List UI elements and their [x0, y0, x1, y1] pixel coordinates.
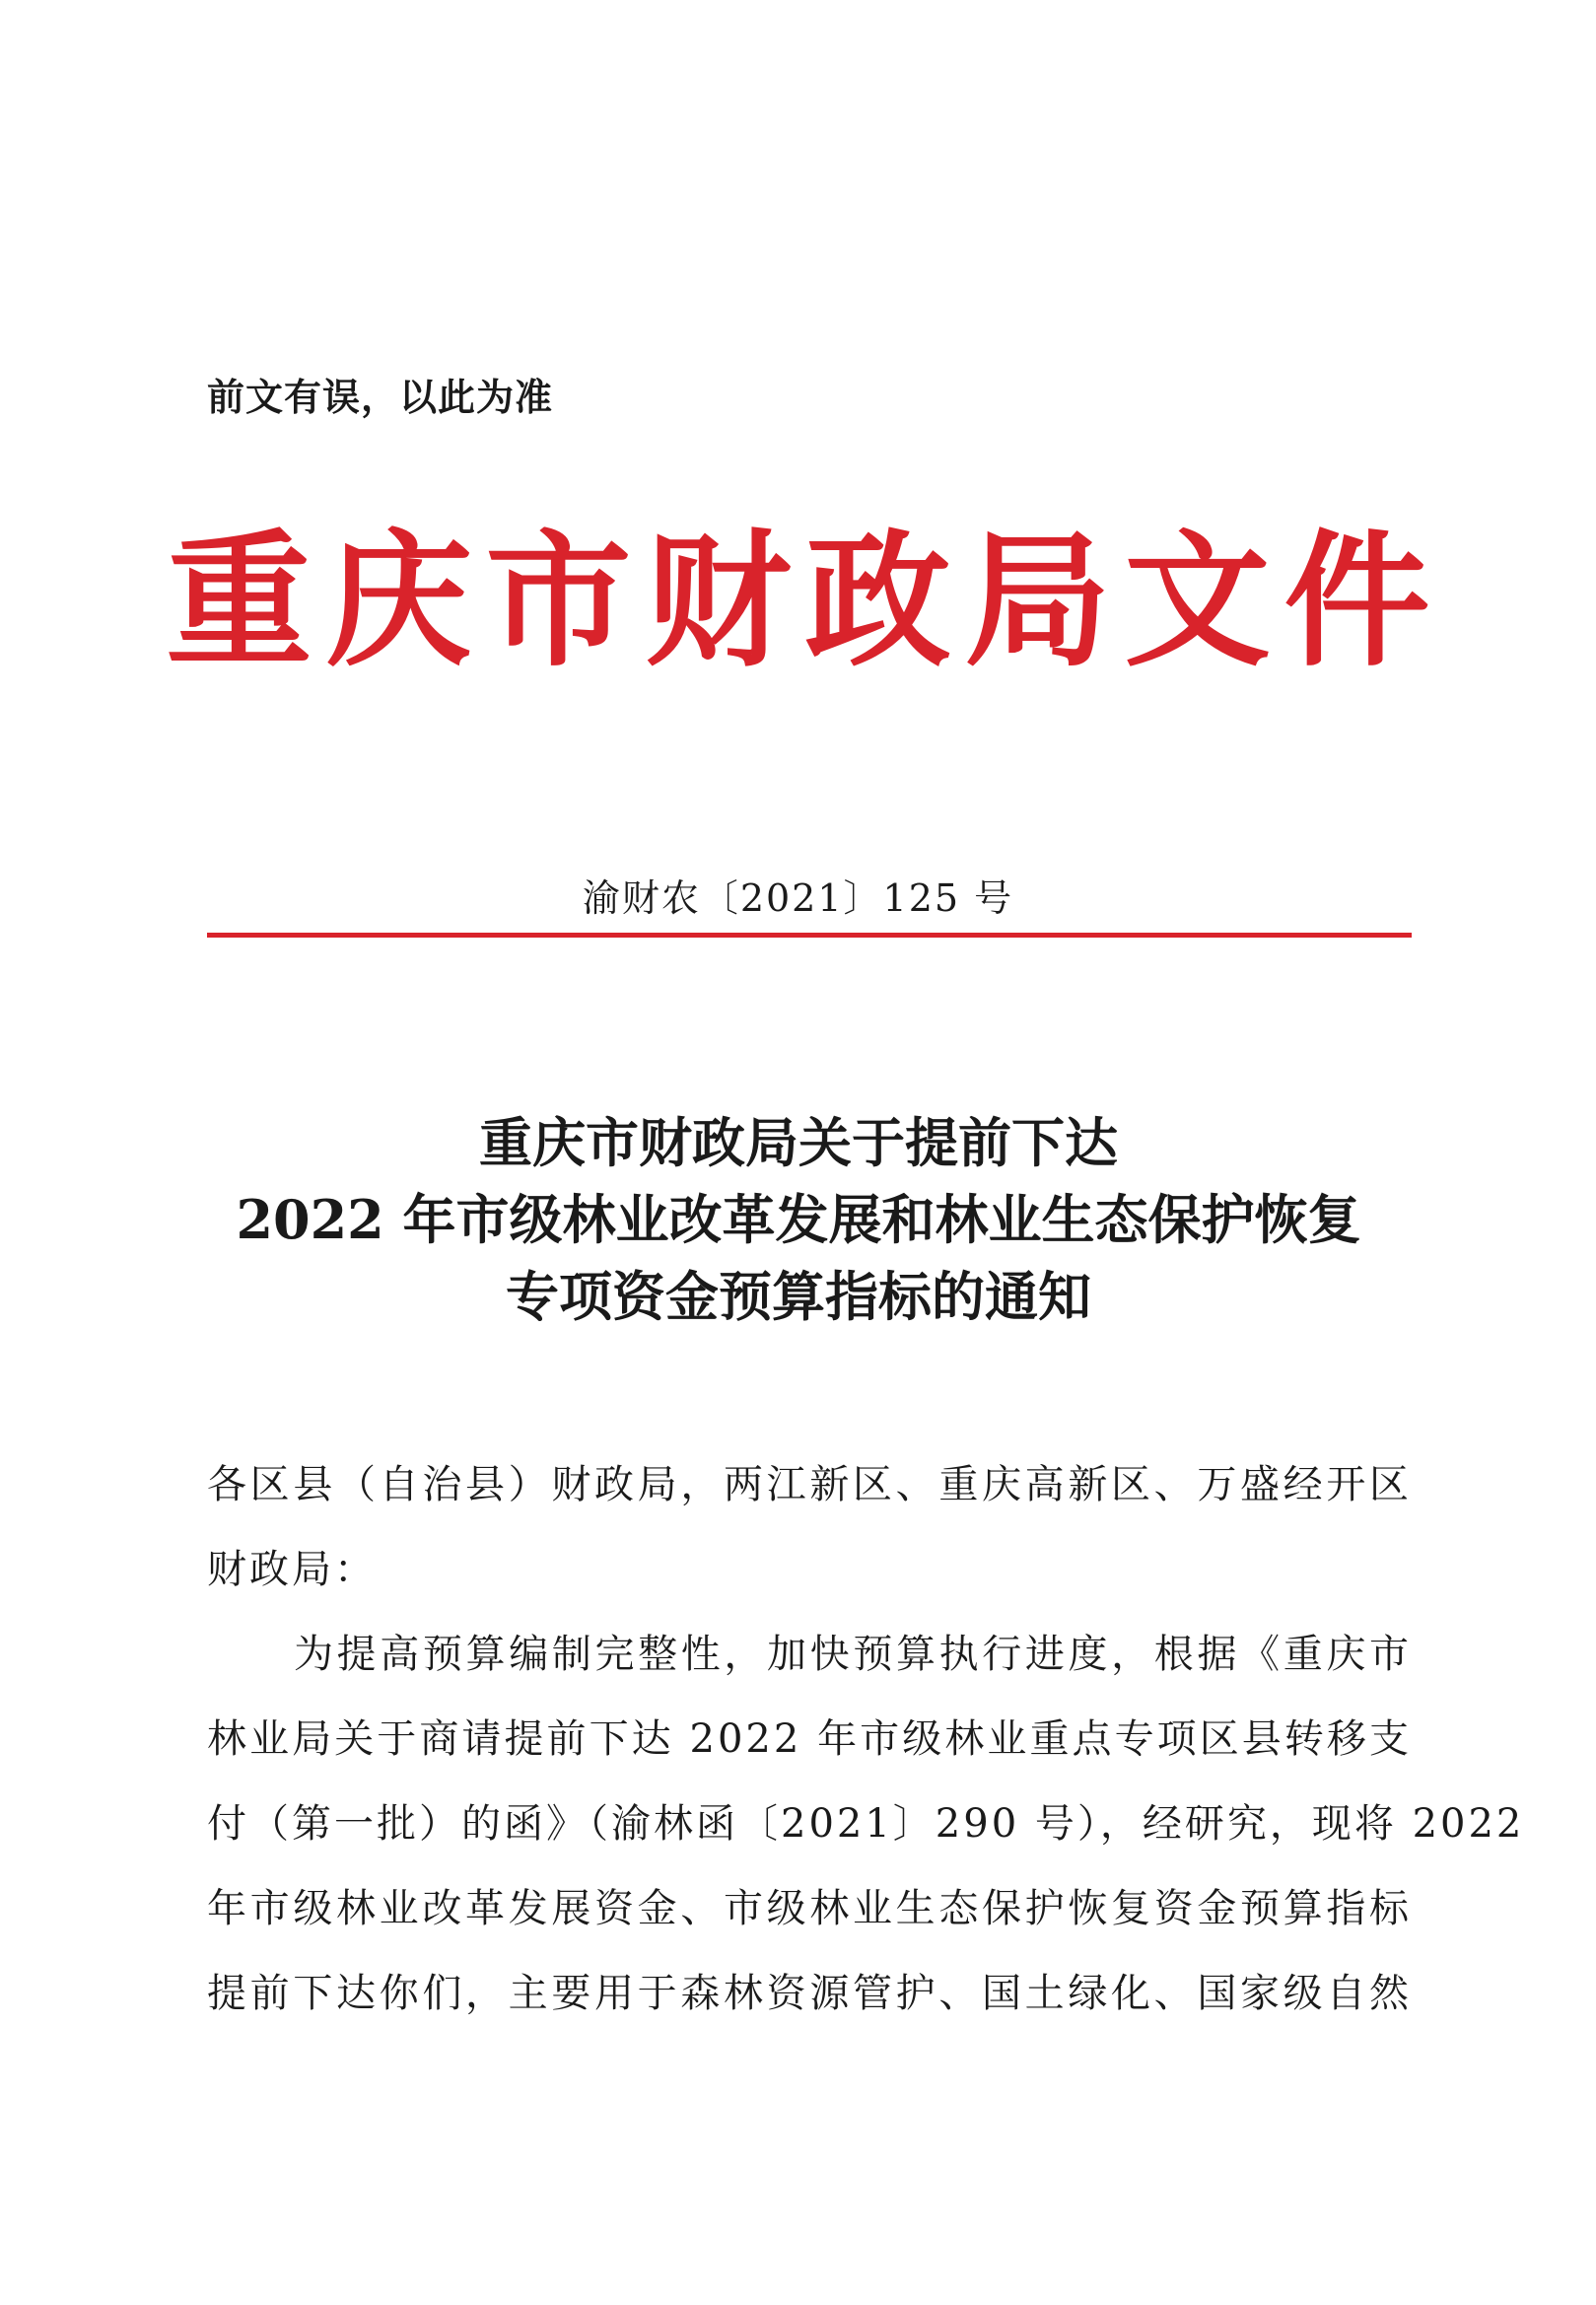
title-line: 专项资金预算指标的通知 [506, 1265, 1091, 1328]
body-line: 年市级林业改革发展资金、市级林业生态保护恢复资金预算指标 [207, 1886, 1412, 1931]
body-line: 财政局： [207, 1547, 377, 1592]
red-divider-line [207, 933, 1412, 938]
body-line: 林业局关于商请提前下达 2022 年市级林业重点专项区县转移支 [207, 1716, 1412, 1762]
document-title [177, 1104, 1420, 1335]
correction-note: 前文有误，以此为准 [207, 376, 554, 419]
document-body [207, 1442, 1525, 2036]
body-line: 各区县（自治县）财政局，两江新区、重庆高新区、万盛经开区 [207, 1462, 1412, 1507]
body-line: 提前下达你们，主要用于森林资源管护、国土绿化、国家级自然 [207, 1971, 1412, 2016]
document-number: 渝财农〔2021〕125 号 [582, 876, 1014, 920]
masthead-title: 重庆市财政局文件 [166, 515, 1444, 686]
title-line: 2022 年市级林业改革发展和林业生态保护恢复 [236, 1188, 1361, 1251]
body-line: 为提高预算编制完整性，加快预算执行进度，根据《重庆市 [294, 1632, 1412, 1677]
body-line: 付（第一批）的函》（渝林函〔2021〕290 号），经研究，现将 2022 [207, 1801, 1525, 1847]
title-line: 重庆市财政局关于提前下达 [479, 1111, 1118, 1174]
